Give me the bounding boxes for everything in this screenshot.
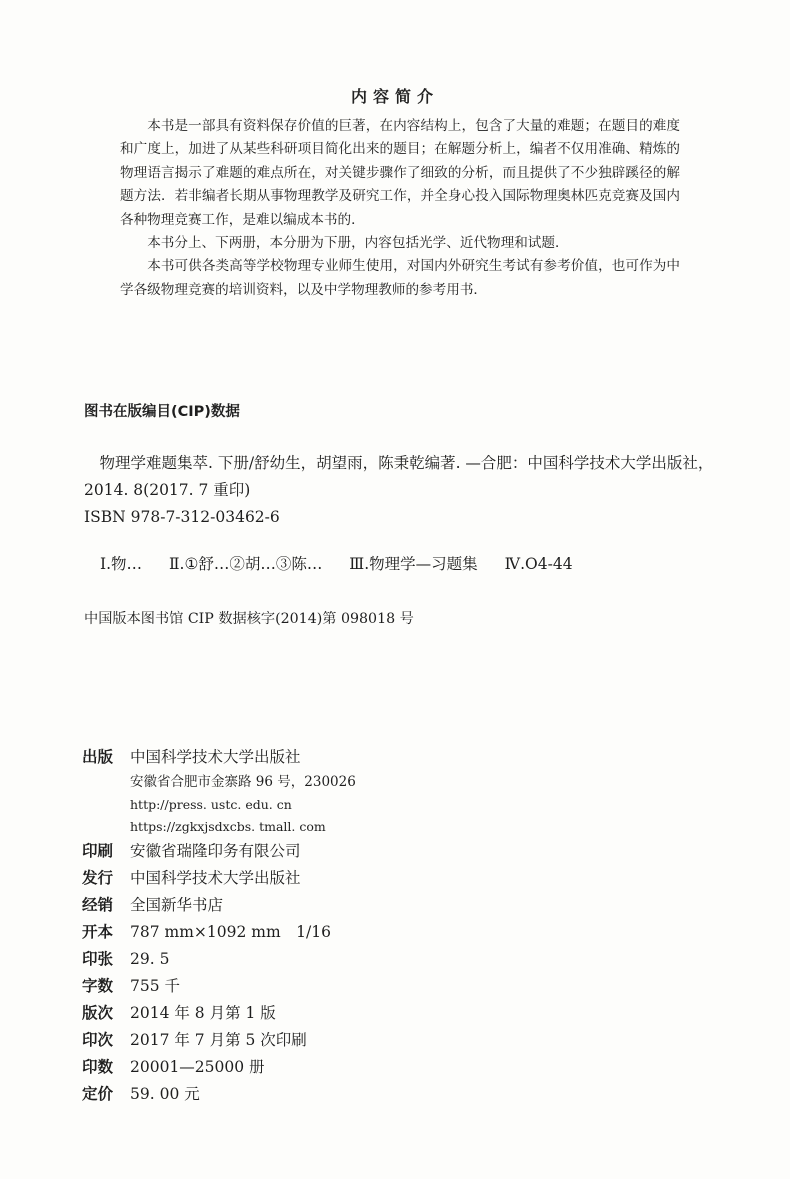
info-label: 印刷 [82,842,114,860]
info-label: 定价 [82,1085,114,1103]
info-label: 发行 [82,869,114,887]
intro-paragraph-2: 本书分上、下两册，本分册为下册，内容包括光学、近代物理和试题． [147,235,569,252]
publisher-url-1: http://press. ustc. edu. cn [130,797,292,812]
cip-classification [100,552,595,574]
cip-record-line-1: 物理学难题集萃. 下册/舒幼生，胡望雨，陈秉乾编著. —合肥：中国科学技术大学出版社， [99,454,714,472]
info-label: 字数 [82,977,114,995]
info-value: 755 千 [130,977,181,995]
intro-title: 内容简介 [350,87,439,106]
info-label: 印张 [82,950,114,968]
publisher-label: 出版 [82,748,114,766]
info-value: 2017 年 7 月第 5 次印刷 [130,1031,307,1049]
cip-class-1: Ⅰ.物… [100,555,143,573]
info-row [82,892,602,919]
info-value: 全国新华书店 [130,896,224,914]
info-label: 印次 [82,1031,114,1049]
info-value: 2014 年 8 月第 1 版 [130,1004,276,1022]
cip-number: 中国版本图书馆 CIP 数据核字(2014)第 098018 号 [84,611,414,627]
info-row [82,865,602,892]
publisher-url-2: https://zgkxjsdxcbs. tmall. com [130,819,326,834]
info-value: 安徽省瑞隆印务有限公司 [130,842,301,860]
info-label: 印数 [82,1058,114,1076]
info-row [82,1081,602,1108]
info-label: 开本 [82,923,114,941]
intro-body [120,115,680,302]
info-value: 59. 00 元 [130,1085,200,1103]
cip-heading: 图书在版编目(CIP)数据 [84,404,240,420]
info-row [82,973,602,1000]
info-row [82,1054,602,1081]
info-row [82,946,602,973]
info-row [82,919,602,946]
publisher-row [82,744,602,838]
publisher-address: 安徽省合肥市金寨路 96 号，230026 [130,774,356,790]
cip-record [84,450,774,531]
cip-record-line-2: 2014. 8(2017. 7 重印) [84,481,251,499]
info-row [82,1027,602,1054]
publication-info [82,744,602,1108]
intro-paragraph-3: 本书可供各类高等学校物理专业师生使用，对国内外研究生考试有参考价值，也可作为中学各级物理竞赛的培训资料，以及中学物理教师的参考用书． [120,258,680,298]
info-value: 29. 5 [130,950,170,968]
cip-isbn: ISBN 978-7-312-03462-6 [84,508,280,526]
info-label: 经销 [82,896,114,914]
info-value: 787 mm×1092 mm 1/16 [130,923,331,941]
cip-class-4: Ⅳ.O4-44 [504,555,573,573]
publisher-name: 中国科学技术大学出版社 [130,748,301,766]
info-value: 20001—25000 册 [130,1058,265,1076]
publisher-value [130,744,602,838]
info-label: 版次 [82,1004,114,1022]
info-value: 中国科学技术大学出版社 [130,869,301,887]
cip-class-3: Ⅲ.物理学—习题集 [349,555,478,573]
cip-class-2: Ⅱ.①舒…②胡…③陈… [169,555,323,573]
intro-paragraph-1: 本书是一部具有资料保存价值的巨著，在内容结构上，包含了大量的难题；在题目的难度和广度上，加进了从某些科研项目简化出来的题目；在解题分析上，编者不仅用准确、精炼的物理语言揭示了难题的难点所在，对关键步骤作了细致的分析，而且提供了不少独辟蹊径的解题方法．若非编者长期从事物理教学及研究工作，并全身心投入国际物理奥林匹克竞赛及国内各种物理竞赛工作，是难以编成本书的． [120,118,680,228]
info-row [82,1000,602,1027]
info-row [82,838,602,865]
